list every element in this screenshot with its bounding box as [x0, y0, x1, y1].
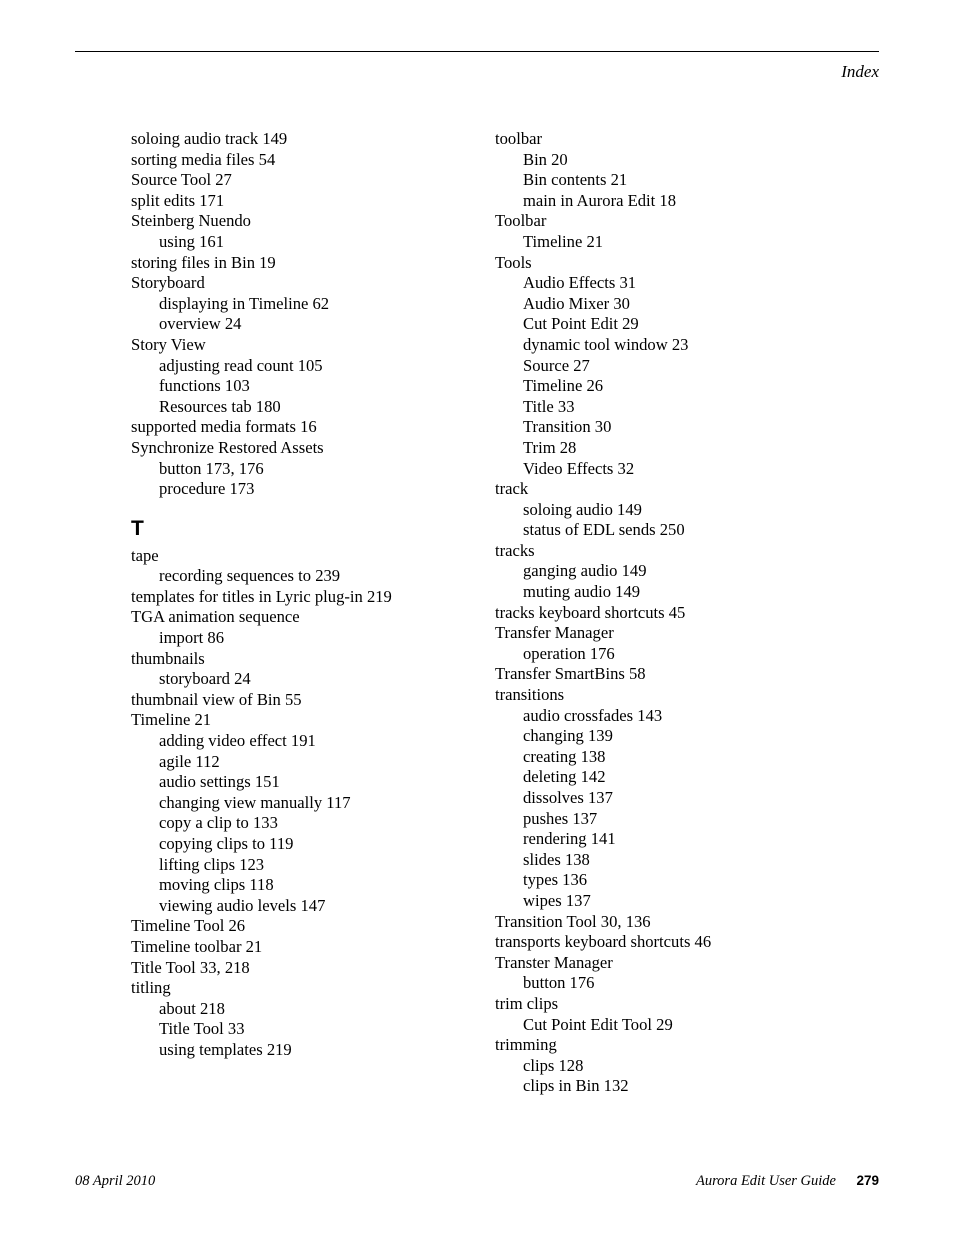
- index-entry: Synchronize Restored Assets: [131, 437, 324, 457]
- index-subentry: types 136: [523, 870, 588, 890]
- index-subentry: Trim 28: [523, 437, 577, 457]
- index-subentry: soloing audio 149: [523, 499, 642, 519]
- index-subentry: button 176: [523, 973, 595, 993]
- index-subentry: button 173, 176: [159, 458, 264, 478]
- footer-page-number: 279: [856, 1173, 879, 1188]
- index-subentry: copy a clip to 133: [159, 813, 278, 833]
- index-entry: thumbnail view of Bin 55: [131, 689, 302, 709]
- index-entry: tape: [131, 545, 159, 565]
- index-subentry: muting audio 149: [523, 582, 641, 602]
- index-column-right: [495, 129, 875, 1097]
- footer-doc-title: Aurora Edit User Guide: [695, 1173, 836, 1189]
- index-subentry: Transition 30: [523, 417, 612, 437]
- index-entry: Storyboard: [131, 273, 205, 293]
- index-entry: TGA animation sequence: [131, 607, 300, 627]
- index-subentry: status of EDL sends 250: [523, 520, 685, 540]
- index-subentry: procedure 173: [159, 479, 255, 499]
- index-entry: Source Tool 27: [131, 170, 232, 190]
- index-column-left: [131, 129, 471, 1061]
- index-entry: transitions: [495, 685, 565, 705]
- index-subentry: wipes 137: [523, 890, 591, 910]
- index-entry: Story View: [131, 334, 206, 354]
- index-entry: transports keyboard shortcuts 46: [495, 932, 712, 952]
- index-entry: Steinberg Nuendo: [131, 211, 251, 231]
- index-subentry: Bin 20: [523, 149, 568, 169]
- section-spacer: [131, 500, 471, 512]
- index-entry: toolbar: [495, 129, 543, 148]
- index-subentry: functions 103: [159, 376, 250, 396]
- index-subentry: Cut Point Edit Tool 29: [523, 1014, 673, 1034]
- section-letter-t: T: [131, 516, 144, 540]
- index-subentry: import 86: [159, 628, 224, 648]
- header-rule: [75, 51, 879, 52]
- index-subentry: audio crossfades 143: [523, 705, 663, 725]
- index-subentry: ganging audio 149: [523, 561, 647, 581]
- index-entry: titling: [131, 978, 171, 998]
- index-subentry: Bin contents 21: [523, 170, 628, 190]
- index-entry: Timeline Tool 26: [131, 916, 246, 936]
- index-subentry: copying clips to 119: [159, 834, 294, 853]
- index-subentry: lifting clips 123: [159, 854, 265, 874]
- index-entry: sorting media files 54: [131, 149, 276, 169]
- index-subentry: storyboard 24: [159, 669, 251, 689]
- index-entry: Timeline toolbar 21: [131, 936, 263, 956]
- index-entry: Title Tool 33, 218: [131, 957, 250, 977]
- index-subentry: operation 176: [523, 643, 615, 663]
- index-entry: Transfer SmartBins 58: [495, 664, 646, 684]
- index-subentry: using 161: [159, 231, 224, 251]
- index-subentry: adjusting read count 105: [159, 355, 323, 375]
- index-subentry: about 218: [159, 998, 225, 1018]
- index-subentry: slides 138: [523, 849, 590, 869]
- index-subentry: creating 138: [523, 746, 606, 766]
- index-subentry: Title Tool 33: [159, 1019, 245, 1039]
- index-subentry: dissolves 137: [523, 788, 613, 807]
- index-subentry: Video Effects 32: [523, 458, 635, 478]
- index-entry: templates for titles in Lyric plug-in 219: [131, 586, 392, 606]
- index-subentry: dynamic tool window 23: [523, 334, 689, 354]
- index-entry: Toolbar: [495, 211, 547, 231]
- running-header: Index: [841, 62, 879, 81]
- index-entries-t-continued: [495, 129, 875, 1097]
- index-subentry: clips 128: [523, 1055, 584, 1075]
- index-entry: supported media formats 16: [131, 417, 317, 437]
- index-subentry: Cut Point Edit 29: [523, 314, 639, 334]
- index-entry: trim clips: [495, 993, 559, 1013]
- index-entry: track: [495, 479, 529, 499]
- index-subentry: Resources tab 180: [159, 396, 281, 416]
- index-entry: Transition Tool 30, 136: [495, 911, 651, 931]
- index-entries-s: [131, 129, 471, 500]
- index-entry: split edits 171: [131, 190, 225, 210]
- index-subentry: displaying in Timeline 62: [159, 293, 330, 313]
- index-subentry: clips in Bin 132: [523, 1076, 629, 1096]
- index-subentry: audio settings 151: [159, 772, 280, 792]
- index-subentry: Title 33: [523, 396, 575, 416]
- index-subentry: overview 24: [159, 314, 242, 334]
- footer-date: 08 April 2010: [75, 1173, 156, 1189]
- index-subentry: moving clips 118: [159, 875, 274, 895]
- index-entries-t: [131, 546, 471, 1061]
- index-subentry: recording sequences to 239: [159, 566, 341, 586]
- index-subentry: main in Aurora Edit 18: [523, 190, 677, 210]
- index-subentry: Timeline 21: [523, 231, 604, 251]
- index-entry: Timeline 21: [131, 710, 212, 730]
- index-entry: tracks: [495, 540, 535, 560]
- index-subentry: adding video effect 191: [159, 731, 316, 751]
- index-subentry: viewing audio levels 147: [159, 895, 326, 915]
- index-entry: Tools: [495, 252, 532, 272]
- index-entry: trimming: [495, 1035, 557, 1055]
- index-subentry: Audio Mixer 30: [523, 293, 630, 313]
- index-subentry: deleting 142: [523, 767, 606, 787]
- index-subentry: Source 27: [523, 355, 590, 375]
- index-entry: tracks keyboard shortcuts 45: [495, 602, 686, 622]
- index-subentry: Audio Effects 31: [523, 273, 637, 293]
- index-entry: soloing audio track 149: [131, 129, 288, 148]
- index-entry: storing files in Bin 19: [131, 252, 276, 272]
- index-subentry: agile 112: [159, 751, 220, 771]
- index-entry: Transfer Manager: [495, 623, 614, 643]
- index-entry: thumbnails: [131, 648, 205, 668]
- index-subentry: changing 139: [523, 726, 613, 746]
- index-subentry: changing view manually 117: [159, 792, 351, 812]
- index-subentry: rendering 141: [523, 829, 616, 849]
- index-subentry: pushes 137: [523, 808, 598, 828]
- index-entry: Transter Manager: [495, 952, 613, 972]
- index-subentry: using templates 219: [159, 1039, 292, 1059]
- index-subentry: Timeline 26: [523, 376, 604, 396]
